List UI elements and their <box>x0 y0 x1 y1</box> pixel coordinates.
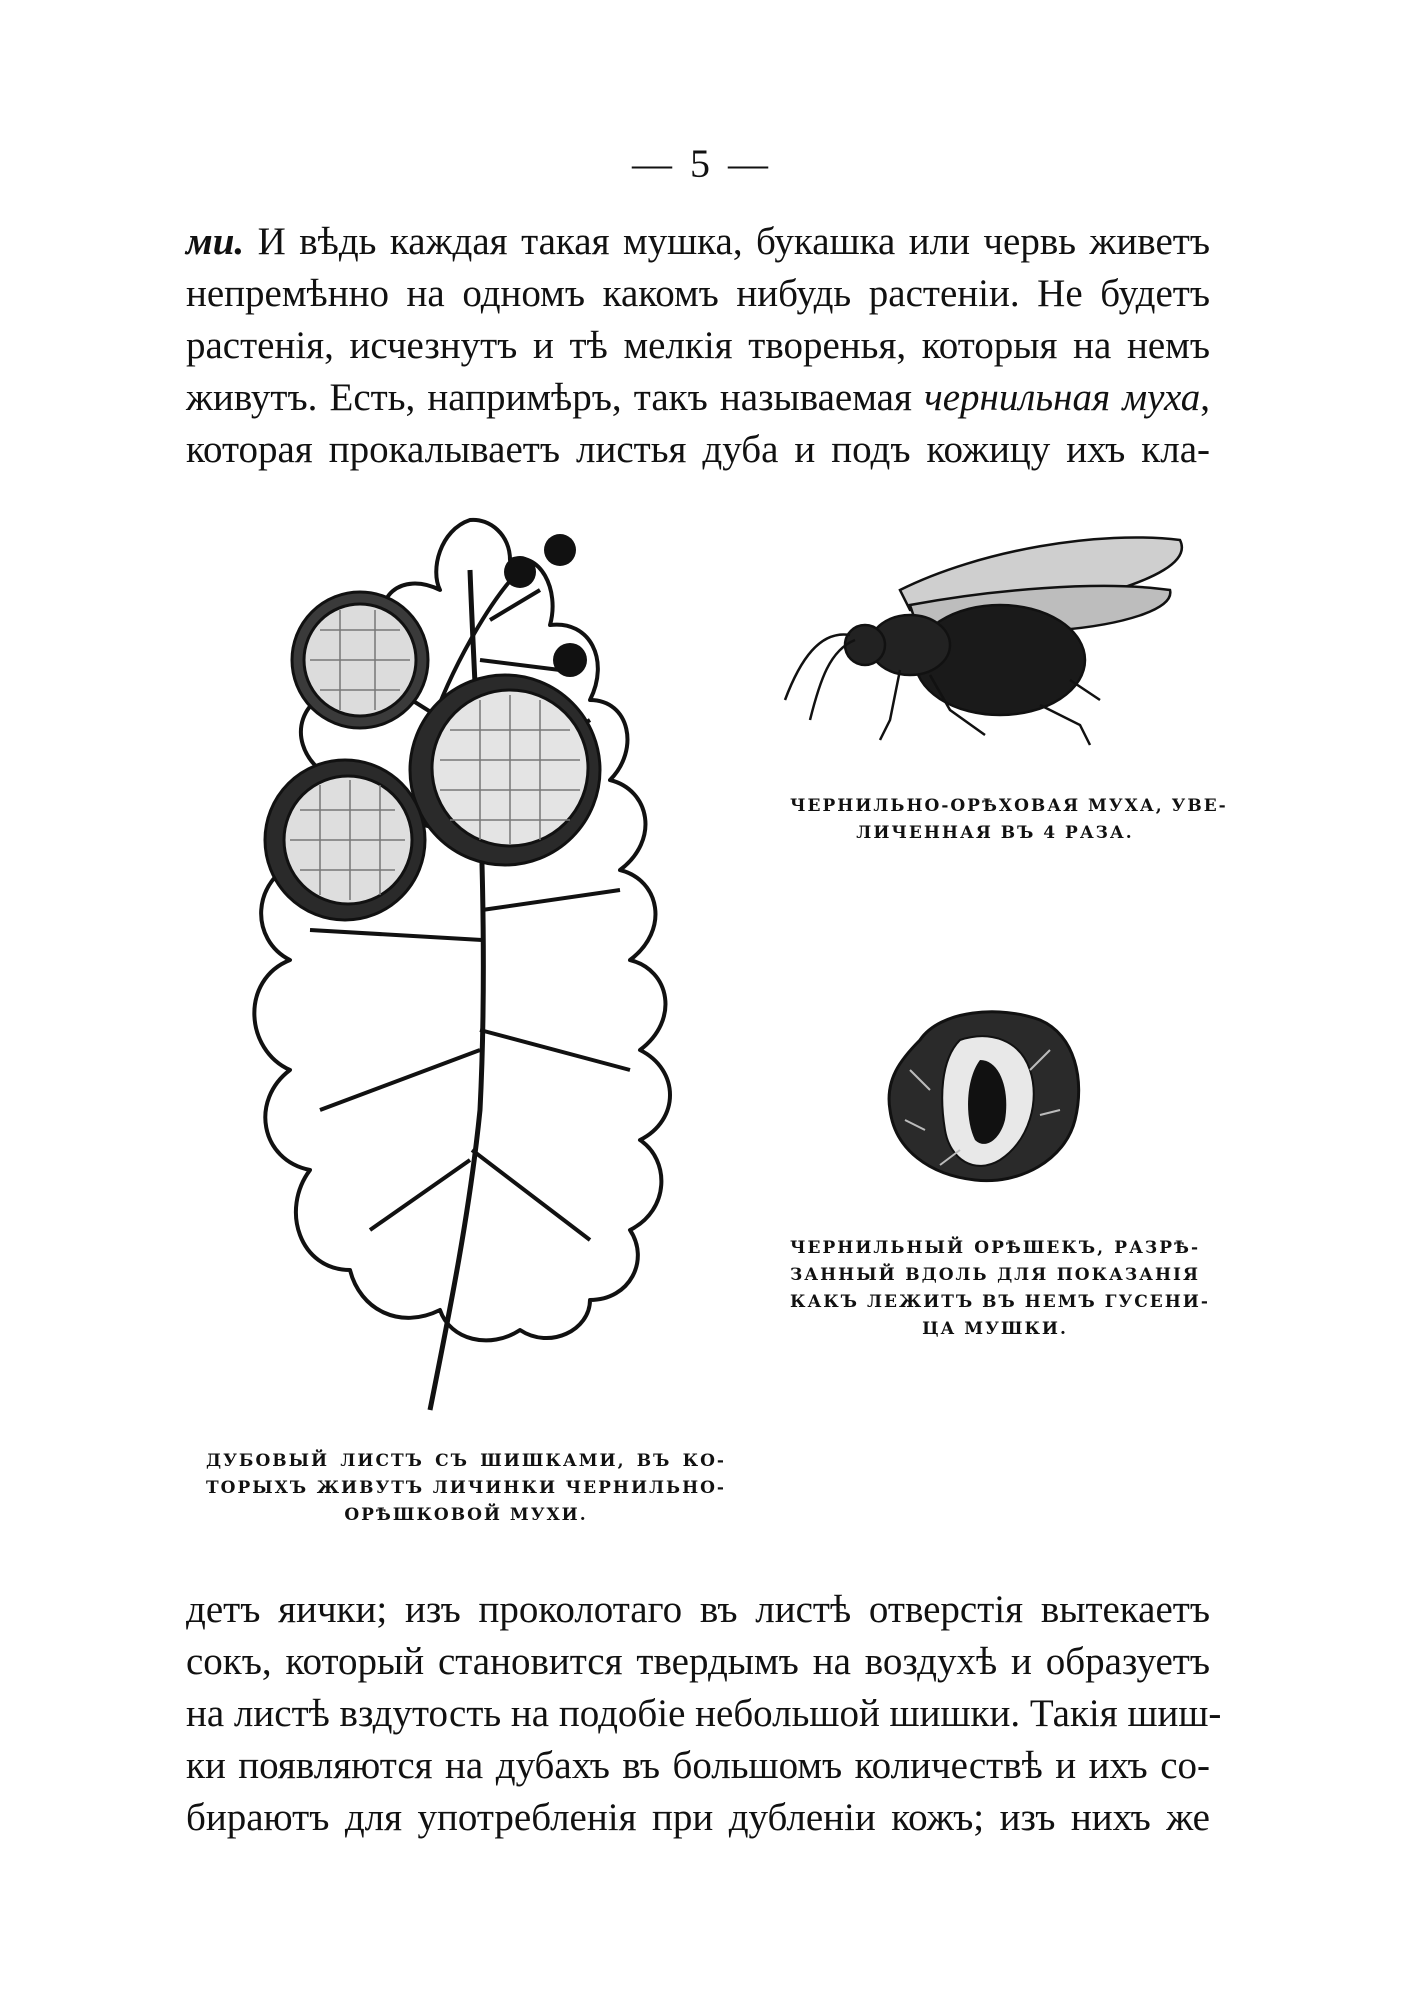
fly-caption <box>790 793 1228 847</box>
gall-wasp-illustration <box>780 520 1200 750</box>
text-line <box>186 372 1210 424</box>
line-lead-word: ми. <box>186 220 245 263</box>
paragraph-bottom <box>186 1584 1222 1844</box>
gall-caption <box>790 1235 1210 1343</box>
leaf-caption <box>206 1448 726 1529</box>
cut-gall-illustration <box>880 1000 1090 1190</box>
caption-line: ДУБОВЫЙ ЛИСТЪ СЪ ШИШКАМИ, ВЪ КО- <box>206 1451 726 1471</box>
line-text: И вѣдь каждая такая мушка, букашка или червь живетъ <box>244 220 1210 263</box>
line-punct: , <box>1200 376 1210 419</box>
text-line: бираютъ для употребленія при дубленіи кожъ; изъ нихъ же <box>186 1796 1210 1839</box>
caption-line: ТОРЫХЪ ЖИВУТЪ ЛИЧИНКИ ЧЕРНИЛЬНО- <box>206 1478 726 1498</box>
text-line: непремѣнно на одномъ какомъ нибудь растеніи. Не будетъ <box>186 272 1210 315</box>
caption-line: ЧЕРНИЛЬНЫЙ ОРѢШЕКЪ, РАЗРѢ- <box>790 1238 1200 1258</box>
text-line: растенія, исчезнутъ и тѣ мелкія творенья, которыя на немъ <box>186 324 1210 367</box>
wasp-antenna <box>785 634 855 720</box>
caption-line: ЦА МУШКИ. <box>922 1319 1068 1339</box>
oak-leaf-illustration <box>190 510 750 1430</box>
caption-line: ЛИЧЕННАЯ ВЪ 4 РАЗА. <box>856 823 1134 843</box>
text-line <box>186 216 1210 268</box>
wasp-head <box>845 625 885 665</box>
gall-balls <box>265 592 600 920</box>
italic-term: чернильная муха <box>924 376 1201 419</box>
paragraph-top <box>186 216 1210 476</box>
caption-line: ЧЕРНИЛЬНО-ОРѢХОВАЯ МУХА, УВЕ- <box>790 796 1228 816</box>
text-line: сокъ, который становится твердымъ на воздухѣ и образуетъ <box>186 1640 1210 1683</box>
text-line: ки появляются на дубахъ въ большомъ количествѣ и ихъ со- <box>186 1744 1210 1787</box>
caption-line: КАКЪ ЛЕЖИТЪ ВЪ НЕМЪ ГУСЕНИ- <box>790 1292 1210 1312</box>
line-text: живутъ. Есть, напримѣръ, такъ называемая <box>186 376 925 419</box>
text-line: на листѣ вздутость на подобіе небольшой шишки. Такія шиш- <box>186 1692 1222 1735</box>
text-line: детъ яички; изъ проколотаго въ листѣ отверстія вытекаетъ <box>186 1588 1210 1631</box>
page-number: — 5 — <box>632 141 772 186</box>
caption-line: ОРѢШКОВОЙ МУХИ. <box>344 1505 588 1525</box>
text-line: которая прокалываетъ листья дуба и подъ кожицу ихъ кла- <box>186 428 1210 471</box>
caption-line: ЗАННЫЙ ВДОЛЬ ДЛЯ ПОКАЗАНІЯ <box>790 1265 1200 1285</box>
